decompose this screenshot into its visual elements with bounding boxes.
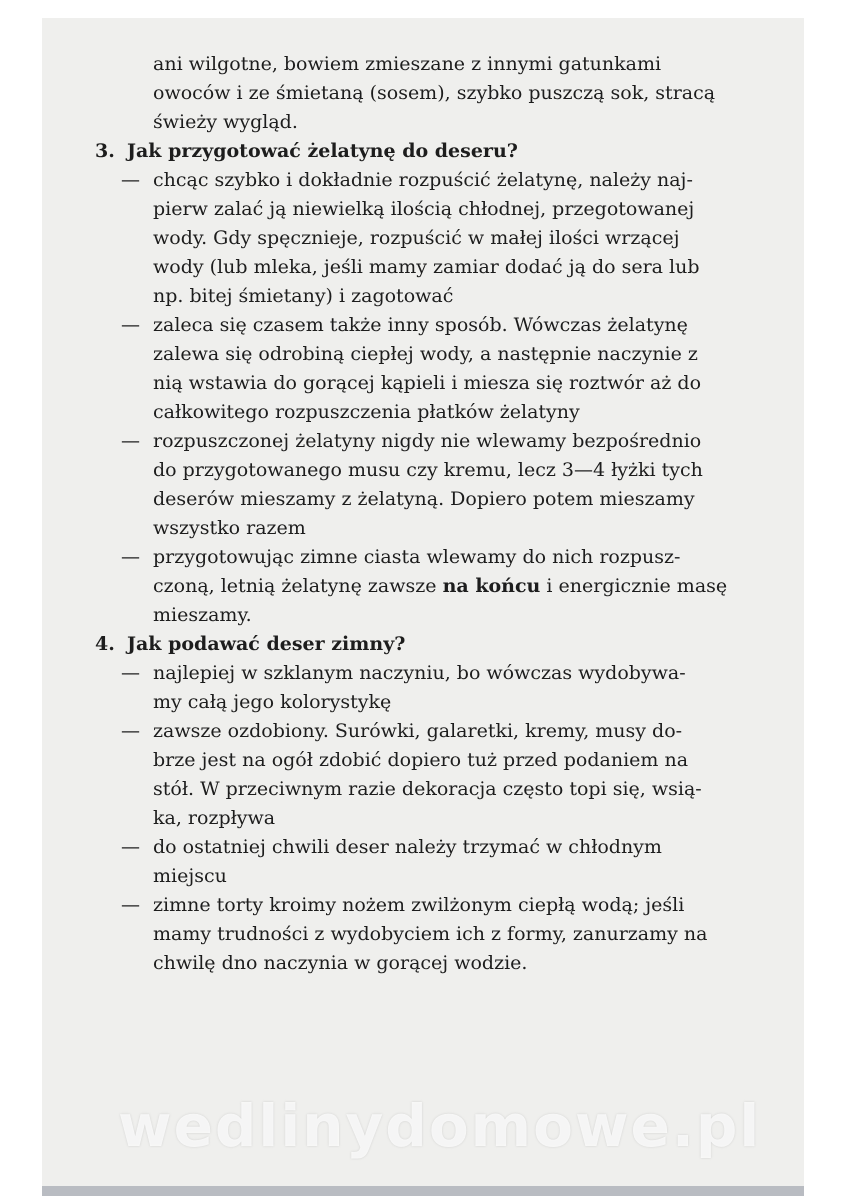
text-line: zawsze ozdobiony. Surówki, galaretki, kremy, musy do- <box>153 720 683 742</box>
text-line: świeży wygląd. <box>153 111 298 133</box>
text-line: brze jest na ogół zdobić dopiero tuż przed podaniem na <box>153 749 689 771</box>
text-line: mamy trudności z wydobyciem ich z formy, zanurzamy na <box>153 923 708 945</box>
page-bottom-edge <box>42 1186 804 1196</box>
section-number: 3. <box>95 140 115 162</box>
dash-marker: — <box>121 836 140 858</box>
watermark: wedlinydomowe.pl <box>118 1092 762 1160</box>
list-item <box>95 427 767 543</box>
text-line: my całą jego kolorystykę <box>153 691 392 713</box>
text-line: owoców i ze śmietaną (sosem), szybko puszczą sok, stracą <box>153 82 716 104</box>
text-line: do przygotowanego musu czy kremu, lecz 3—4 łyżki tych <box>153 459 703 481</box>
text-line: np. bitej śmietany) i zagotować <box>153 285 454 307</box>
text-line: deserów mieszamy z żelatyną. Dopiero potem mieszamy <box>153 488 695 510</box>
dash-marker: — <box>121 430 140 452</box>
list-item <box>95 659 767 717</box>
text-line: rozpuszczonej żelatyny nigdy nie wlewamy bezpośrednio <box>153 430 702 452</box>
section-number: 4. <box>95 633 115 655</box>
text-line: nią wstawia do gorącej kąpieli i miesza się roztwór aż do <box>153 372 702 394</box>
intro-paragraph <box>95 50 767 137</box>
text-line: pierw zalać ją niewielką ilością chłodnej, przegotowanej <box>153 198 695 220</box>
list-item <box>95 543 767 630</box>
text-line: zimne torty kroimy nożem zwilżonym ciepłą wodą; jeśli <box>153 894 685 916</box>
text-line: najlepiej w szklanym naczyniu, bo wówczas wydobywa- <box>153 662 686 684</box>
dash-marker: — <box>121 169 140 191</box>
text-line: do ostatniej chwili deser należy trzymać w chłodnym <box>153 836 662 858</box>
text-line: chwilę dno naczynia w gorącej wodzie. <box>153 952 528 974</box>
text-line: miejscu <box>153 865 227 887</box>
text-line: stół. W przeciwnym razie dekoracja często topi się, wsią- <box>153 778 702 800</box>
text-line: wody (lub mleka, jeśli mamy zamiar dodać ją do sera lub <box>153 256 700 278</box>
section-title: Jak przygotować żelatynę do deseru? <box>127 140 518 162</box>
text-line: chcąc szybko i dokładnie rozpuścić żelatynę, należy naj- <box>153 169 693 191</box>
text-line: zalewa się odrobiną ciepłej wody, a następnie naczynie z <box>153 343 698 365</box>
dash-marker: — <box>121 546 140 568</box>
page-text <box>95 50 767 978</box>
text-line <box>153 572 767 601</box>
list-item <box>95 311 767 427</box>
text-line: mieszamy. <box>153 604 252 626</box>
section-3-heading <box>95 137 767 166</box>
dash-marker: — <box>121 314 140 336</box>
text-fragment: czoną, letnią żelatynę zawsze <box>153 575 443 597</box>
text-line: ka, rozpływa <box>153 807 276 829</box>
text-line: ani wilgotne, bowiem zmieszane z innymi gatunkami <box>153 53 662 75</box>
dash-marker: — <box>121 894 140 916</box>
dash-marker: — <box>121 720 140 742</box>
text-line: zaleca się czasem także inny sposób. Wówczas żelatynę <box>153 314 688 336</box>
section-title: Jak podawać deser zimny? <box>127 633 406 655</box>
list-item <box>95 891 767 978</box>
text-line: przygotowując zimne ciasta wlewamy do nich rozpusz- <box>153 546 681 568</box>
bold-emphasis: na końcu <box>442 575 541 597</box>
text-line: wszystko razem <box>153 517 306 539</box>
text-fragment: i energicznie masę <box>540 575 728 597</box>
dash-marker: — <box>121 662 140 684</box>
list-item <box>95 717 767 833</box>
text-line: wody. Gdy spęcznieje, rozpuścić w małej ilości wrzącej <box>153 227 680 249</box>
list-item <box>95 166 767 311</box>
section-4-heading <box>95 630 767 659</box>
text-line: całkowitego rozpuszczenia płatków żelatyny <box>153 401 580 423</box>
list-item <box>95 833 767 891</box>
